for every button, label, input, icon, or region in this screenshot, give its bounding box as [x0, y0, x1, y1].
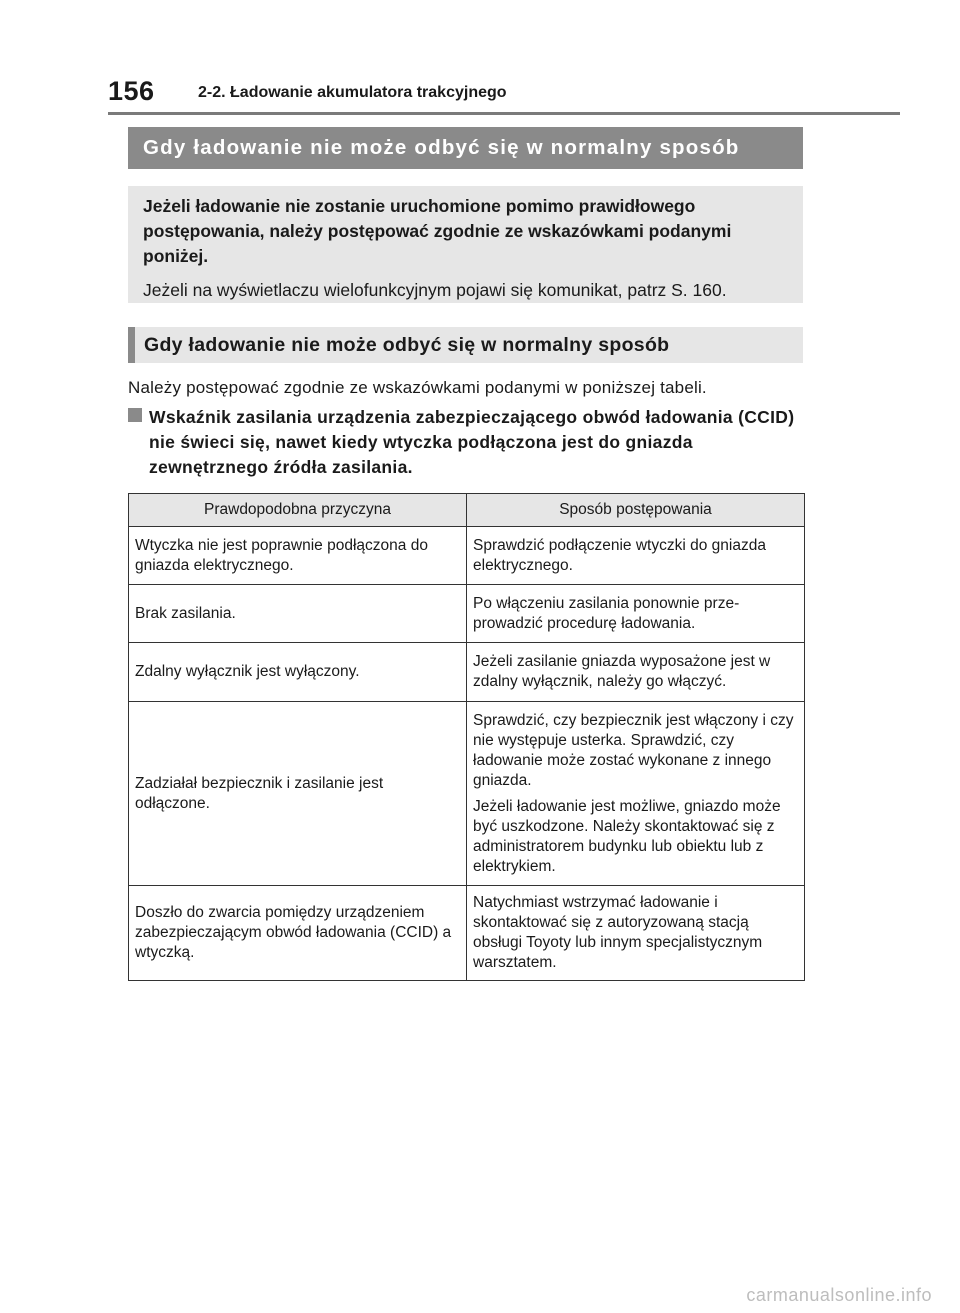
- cause-cell: Doszło do zwarcia pomiędzy urządzeniem zabezpieczającym obwód ładowania (CCID) a wtyczką.: [129, 886, 467, 981]
- remedy-text: Jeżeli zasilanie gniazda wyposażone jest w zdalny wyłącznik, należy go włączyć.: [473, 653, 771, 690]
- bullet-item: [128, 405, 798, 480]
- intro-box: [128, 186, 803, 303]
- cause-cell: Brak zasilania.: [129, 585, 467, 643]
- square-bullet-icon: [128, 408, 142, 422]
- remedy-text: Sprawdzić, czy bezpiecznik jest włączony i czy nie występuje usterka. Sprawdzić, czy ładowanie może zostać wykonane z innego gniazda.: [473, 711, 794, 789]
- remedy-text: Jeżeli ładowanie jest możliwe, gniazdo może być uszkodzone. Należy skontaktować się z administratorem budynku lub obiektu lub z elektrykiem.: [473, 797, 781, 875]
- table-row: [129, 643, 805, 702]
- table-row: [129, 585, 805, 643]
- table-row: [129, 702, 805, 886]
- column-header-cause: Prawdopodobna przyczyna: [129, 494, 467, 527]
- remedy-cell: [467, 702, 805, 886]
- table-header-row: [129, 494, 805, 527]
- cause-cell: Zdalny wyłącznik jest wyłączony.: [129, 643, 467, 702]
- column-header-remedy: Sposób postępowania: [467, 494, 805, 527]
- intro-bold-text: Jeżeli ładowanie nie zostanie uruchomione pomimo prawidłowego postępowania, należy postępować zgodnie ze wskazówkami podanymi poniżej.: [143, 196, 732, 266]
- cause-cell: Wtyczka nie jest poprawnie podłączona do gniazda elektrycznego.: [129, 527, 467, 585]
- header-divider: [108, 112, 900, 115]
- table-row: [129, 527, 805, 585]
- cause-cell: Zadziałał bezpiecznik i zasilanie jest odłączone.: [129, 702, 467, 886]
- chapter-title: 2-2. Ładowanie akumulatora trakcyjnego: [198, 84, 507, 101]
- remedy-cell: [467, 585, 805, 643]
- section-banner: Gdy ładowanie nie może odbyć się w normalny sposób: [128, 127, 803, 169]
- watermark: carmanualsonline.info: [746, 1285, 932, 1305]
- bullet-text: Wskaźnik zasilania urządzenia zabezpieczającego obwód ładowania (CCID) nie świeci się, nawet kiedy wtyczka podłączona jest do gniazda zewnętrznego źródła zasilania.: [149, 407, 795, 477]
- table-row: [129, 886, 805, 981]
- page-number: 156: [108, 76, 155, 106]
- remedy-cell: [467, 886, 805, 981]
- remedy-text: Po włączeniu zasilania ponownie przeprowadzić procedurę ładowania.: [473, 594, 740, 632]
- remedy-cell: [467, 643, 805, 702]
- subheading: Gdy ładowanie nie może odbyć się w normalny sposób: [128, 327, 803, 363]
- remedy-text: Natychmiast wstrzymać ładowanie i skontaktować się z autoryzowaną stacją obsługi Toyoty lub innym specjalistycznym warsztatem.: [473, 894, 763, 971]
- remedy-cell: [467, 527, 805, 585]
- intro-note: Jeżeli na wyświetlaczu wielofunkcyjnym pojawi się komunikat, patrz S. 160.: [143, 280, 727, 300]
- remedy-text: Sprawdzić podłączenie wtyczki do gniazda elektrycznego.: [473, 536, 766, 574]
- instruction-text: Należy postępować zgodnie ze wskazówkami podanymi w poniższej tabeli.: [128, 378, 707, 397]
- troubleshooting-table: [128, 493, 805, 981]
